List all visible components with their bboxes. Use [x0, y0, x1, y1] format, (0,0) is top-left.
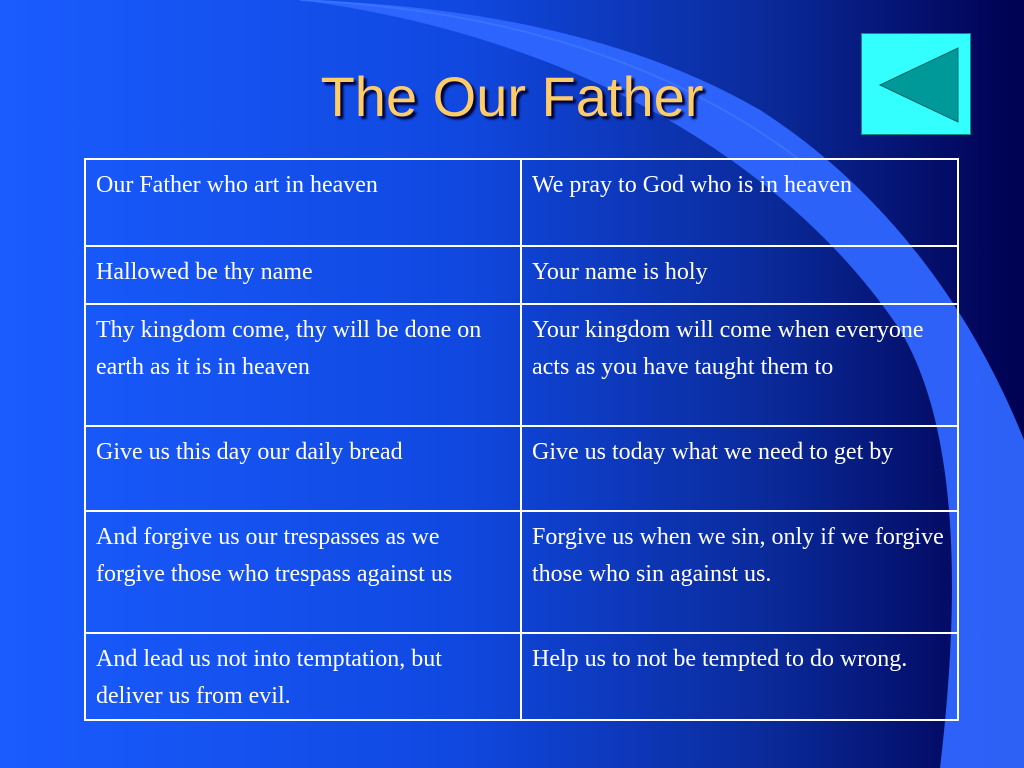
meaning-cell: Give us today what we need to get by [521, 426, 958, 511]
prayer-line-cell: Give us this day our daily bread [85, 426, 521, 511]
table-row [85, 426, 958, 511]
back-button[interactable] [861, 33, 971, 135]
prayer-line-cell: Hallowed be thy name [85, 246, 521, 304]
meaning-cell: Forgive us when we sin, only if we forgive those who sin against us. [521, 511, 958, 633]
meaning-cell: Your kingdom will come when everyone acts as you have taught them to [521, 304, 958, 426]
meaning-cell: Your name is holy [521, 246, 958, 304]
prayer-line-cell: Our Father who art in heaven [85, 159, 521, 246]
meaning-cell: Help us to not be tempted to do wrong. [521, 633, 958, 720]
prayer-line-cell: And forgive us our trespasses as we forgive those who trespass against us [85, 511, 521, 633]
table-row [85, 159, 958, 246]
table-row [85, 246, 958, 304]
prayer-line-cell: And lead us not into temptation, but deliver us from evil. [85, 633, 521, 720]
meaning-cell: We pray to God who is in heaven [521, 159, 958, 246]
slide-title: The Our Father [320, 65, 704, 128]
table-row [85, 633, 958, 720]
prayer-table [84, 158, 959, 721]
prayer-line-cell: Thy kingdom come, thy will be done on earth as it is in heaven [85, 304, 521, 426]
table-row [85, 511, 958, 633]
table-row [85, 304, 958, 426]
back-arrow-icon [862, 34, 972, 136]
